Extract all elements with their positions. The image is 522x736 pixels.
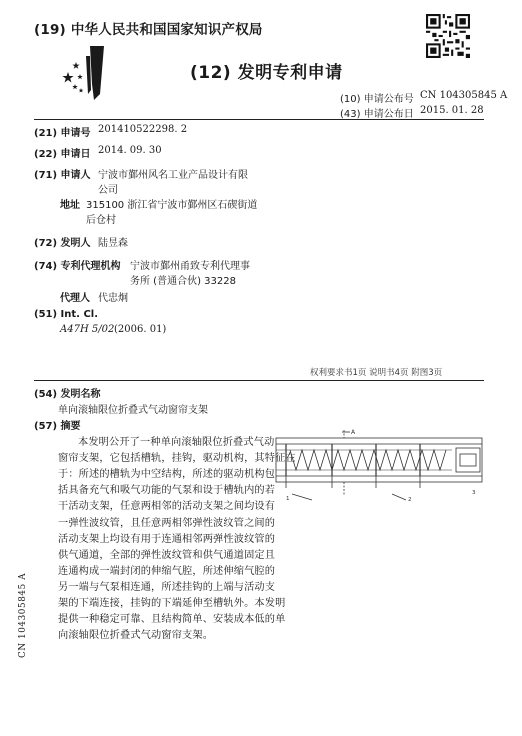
office-emblem-logo (60, 44, 112, 102)
header-divider (34, 119, 484, 120)
page-counts: 权利要求书1页 说明书4页 附图3页 (310, 368, 443, 378)
applicant-line-2: 公司 (98, 185, 118, 196)
abstract-line: 活动支架上均设有用于连通相邻两弹性波纹管的 (58, 533, 276, 545)
applicant-line-1: 宁波市鄞州风名工业产品设计有限 (98, 170, 248, 181)
abstract-line: 提供一种稳定可靠、且结构简单、安装成本低的单 (58, 614, 286, 626)
abstract-divider (34, 380, 484, 381)
section-mark-label: A (351, 429, 356, 436)
invention-title: 单向滚轴限位折叠式气动窗帘支架 (58, 405, 208, 416)
int-cl-year: (2006. 01) (114, 324, 167, 335)
issuing-authority: (19) 中华人民共和国国家知识产权局 (34, 22, 263, 38)
publication-date-label: (43) 申请公布日 (340, 109, 414, 120)
int-cl-label: (51) Int. Cl. (34, 309, 99, 320)
address-label: 地址 (60, 200, 80, 211)
application-number-label: (21) 申请号 (34, 128, 91, 139)
publication-date-value: 2015. 01. 28 (420, 105, 484, 116)
publication-number-label: (10) 申请公布号 (340, 94, 414, 105)
reference-numeral-1: 1 (286, 496, 290, 502)
reference-numeral-3: 3 (472, 490, 476, 496)
inventor-value: 陆昱森 (98, 238, 128, 249)
abstract-drawing (272, 424, 488, 504)
abstract-line: 一弹性波纹管，且任意两相邻弹性波纹管之间的 (58, 517, 276, 529)
abstract-label: (57) 摘要 (34, 421, 81, 432)
reference-numeral-2: 2 (408, 497, 412, 503)
spine-publication-number: CN 104305845 A (18, 572, 28, 658)
patent-agency-line-2: 务所 (普通合伙) 33228 (130, 276, 236, 287)
abstract-line: 干活动支架，任意两相邻的活动支架之间均设有 (58, 501, 276, 513)
qr-code (426, 14, 470, 58)
agent-label: 代理人 (60, 293, 90, 304)
agent-value: 代忠炯 (98, 293, 128, 304)
filing-date-label: (22) 申请日 (34, 149, 91, 160)
address-line-2: 后仓村 (86, 215, 116, 226)
abstract-line: 连通构成一端封闭的伸缩气腔，所述伸缩气腔的 (58, 565, 276, 577)
int-cl-code: A47H 5/02 (60, 324, 115, 335)
patent-agency-label: (74) 专利代理机构 (34, 261, 121, 272)
applicant-label: (71) 申请人 (34, 170, 91, 181)
abstract-line: 本发明公开了一种单向滚轴限位折叠式气动 (78, 437, 275, 448)
address-line-1: 315100 浙江省宁波市鄞州区石碶街道 (86, 200, 258, 211)
abstract-line: 括具备充气和吸气功能的气泵和设于槽轨内的若 (58, 485, 276, 497)
abstract-line: 窗帘支架，它包括槽轨，挂钩，驱动机构，其特征在 (58, 453, 296, 465)
abstract-line: 架的下端连接，挂钩的下端延伸至槽轨外。本发明 (58, 598, 286, 609)
invention-title-label: (54) 发明名称 (34, 389, 101, 400)
filing-date-value: 2014. 09. 30 (98, 145, 162, 156)
publication-number-value: CN 104305845 A (420, 90, 508, 101)
abstract-line: 供气通道，全部的弹性波纹管和供气通道固定且 (58, 549, 276, 561)
patent-agency-line-1: 宁波市鄞州甬致专利代理事 (130, 261, 250, 272)
abstract-line: 于：所述的槽轨为中空结构，所述的驱动机构包 (58, 469, 276, 481)
abstract-line: 另一端与气泵相连通，所述挂钩的上端与活动支 (58, 581, 276, 593)
inventor-label: (72) 发明人 (34, 238, 91, 249)
application-number-value: 201410522298. 2 (98, 124, 188, 135)
abstract-line: 向滚轴限位折叠式气动窗帘支架。 (58, 630, 214, 642)
document-type-title: (12) 发明专利申请 (190, 63, 343, 83)
